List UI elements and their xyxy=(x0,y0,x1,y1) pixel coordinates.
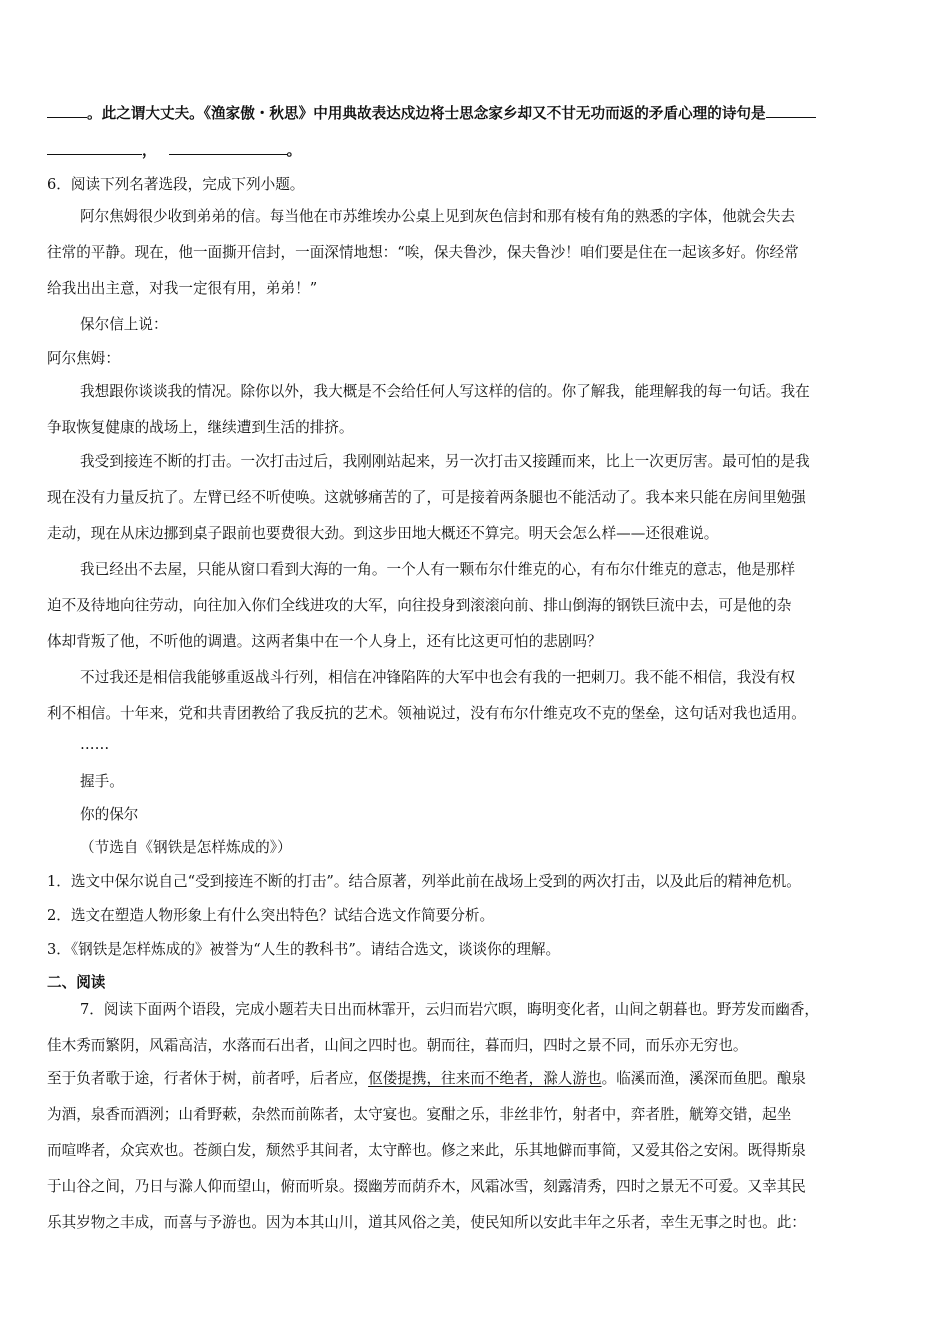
question-7-line: 7．阅读下面两个语段，完成小题若夫日出而林霏开，云归而岩穴暝，晦明变化者，山间之朝暮也。野芳发而幽香， xyxy=(80,1001,819,1018)
question-7-line: 佳木秀而繁阴，风霜高洁，水落而石出者，山间之四时也。朝而往，暮而归，四时之景不同，而乐亦无穷也。 xyxy=(47,1037,748,1054)
section-heading: 二、阅读 xyxy=(47,974,106,991)
fill-blank-text: 。此之谓大丈夫。《渔家傲・秋思》中用典故表达戍边将士思念家乡却又不甘无功而返的矛盾心理的诗句是 xyxy=(87,105,766,122)
question-6-stem: 6．阅读下列名著选段，完成下列小题。 xyxy=(47,176,305,193)
comma: ， xyxy=(142,142,157,159)
question-7-line xyxy=(47,1069,806,1089)
passage-line: 给我出出主意，对我一定很有用，弟弟！” xyxy=(47,280,318,297)
question-7-line: 而喧哗者，众宾欢也。苍颜白发，颓然乎其间者，太守醉也。修之来此，乐其地僻而事简，又爱其俗之安闲。既得斯泉 xyxy=(47,1142,806,1159)
question-7-line: 乐其岁物之丰成，而喜与予游也。因为本其山川，道其风俗之美，使民知所以安此丰年之乐者，幸生无事之时也。此： xyxy=(47,1214,806,1231)
passage-line: 阿尔焦姆很少收到弟弟的信。每当他在市苏维埃办公桌上见到灰色信封和那有棱有角的熟悉的字体，他就会失去 xyxy=(80,208,796,225)
underlined-phrase: 伛偻提携，往来而不绝者，滁人游也 xyxy=(368,1070,602,1087)
answer-blank[interactable] xyxy=(766,103,816,118)
answer-blank[interactable] xyxy=(169,140,287,155)
letter-salutation: 阿尔焦姆： xyxy=(47,350,120,367)
passage-line: 走动，现在从床边挪到桌子跟前也要费很大劲。到这步田地大概还不算完。明天会怎么样——还很难说。 xyxy=(47,525,719,542)
passage-line: 迫不及待地向往劳动，向往加入你们全线进攻的大军，向往投身到滚滚向前、排山倒海的钢铁巨流中去，可是他的杂 xyxy=(47,597,792,614)
sub-question-3: 3．《钢铁是怎样炼成的》被誉为“人生的教科书”。请结合选文，谈谈你的理解。 xyxy=(47,941,561,958)
text-segment: 。临溪而渔，溪深而鱼肥。酿泉 xyxy=(601,1070,806,1087)
text-segment: 至于负者歌于途，行者休于树，前者呼，后者应， xyxy=(47,1070,369,1087)
passage-line: 争取恢复健康的战场上，继续遭到生活的排挤。 xyxy=(47,419,354,436)
fill-blank-line-2 xyxy=(47,140,301,161)
sub-question-2: 2．选文在塑造人物形象上有什么突出特色？试结合选文作简要分析。 xyxy=(47,907,495,924)
source-citation: （节选自《钢铁是怎样炼成的》） xyxy=(80,839,292,856)
ellipsis: …… xyxy=(80,736,110,753)
question-7-line: 为酒，泉香而酒洌；山肴野蔌，杂然而前陈者，太守宴也。宴酣之乐，非丝非竹，射者中，弈者胜，觥筹交错，起坐 xyxy=(47,1106,792,1123)
letter-closing: 握手。 xyxy=(80,773,124,790)
passage-line: 体却背叛了他，不听他的调遣。这两者集中在一个人身上，还有比这更可怕的悲剧吗？ xyxy=(47,633,602,650)
passage-line: 我已经出不去屋，只能从窗口看到大海的一角。一个人有一颗布尔什维克的心，有布尔什维克的意志，他是那样 xyxy=(80,561,796,578)
passage-line: 不过我还是相信我能够重返战斗行列，相信在冲锋陷阵的大军中也会有我的一把刺刀。我不能不相信，我没有权 xyxy=(80,669,796,686)
question-7-line: 于山谷之间，乃日与滁人仰而望山，俯而听泉。掇幽芳而荫乔木，风霜冰雪，刻露清秀，四时之景无不可爱。又幸其民 xyxy=(47,1178,806,1195)
passage-line: 往常的平静。现在，他一面撕开信封，一面深情地想：“唉，保夫鲁沙，保夫鲁沙！咱们要是住在一起该多好。你经常 xyxy=(47,244,799,261)
period: 。 xyxy=(286,142,302,159)
fill-blank-line-1 xyxy=(47,103,816,124)
passage-line: 我受到接连不断的打击。一次打击过后，我刚刚站起来，另一次打击又接踵而来，比上一次更厉害。最可怕的是我 xyxy=(80,453,810,470)
letter-intro: 保尔信上说： xyxy=(80,316,168,333)
letter-signature: 你的保尔 xyxy=(80,806,139,823)
answer-blank[interactable] xyxy=(47,140,142,155)
passage-line: 现在没有力量反抗了。左臂已经不听使唤。这就够痛苦的了，可是接着两条腿也不能活动了。我本来只能在房间里勉强 xyxy=(47,489,806,506)
sub-question-1: 1．选文中保尔说自己“受到接连不断的打击”。结合原著，列举此前在战场上受到的两次打击，以及此后的精神危机。 xyxy=(47,873,801,890)
answer-blank[interactable] xyxy=(47,103,87,118)
passage-line: 我想跟你谈谈我的情况。除你以外，我大概是不会给任何人写这样的信的。你了解我，能理解我的每一句话。我在 xyxy=(80,383,810,400)
passage-line: 利不相信。十年来，党和共青团教给了我反抗的艺术。领袖说过，没有布尔什维克攻不克的堡垒，这句话对我也适用。 xyxy=(47,705,806,722)
